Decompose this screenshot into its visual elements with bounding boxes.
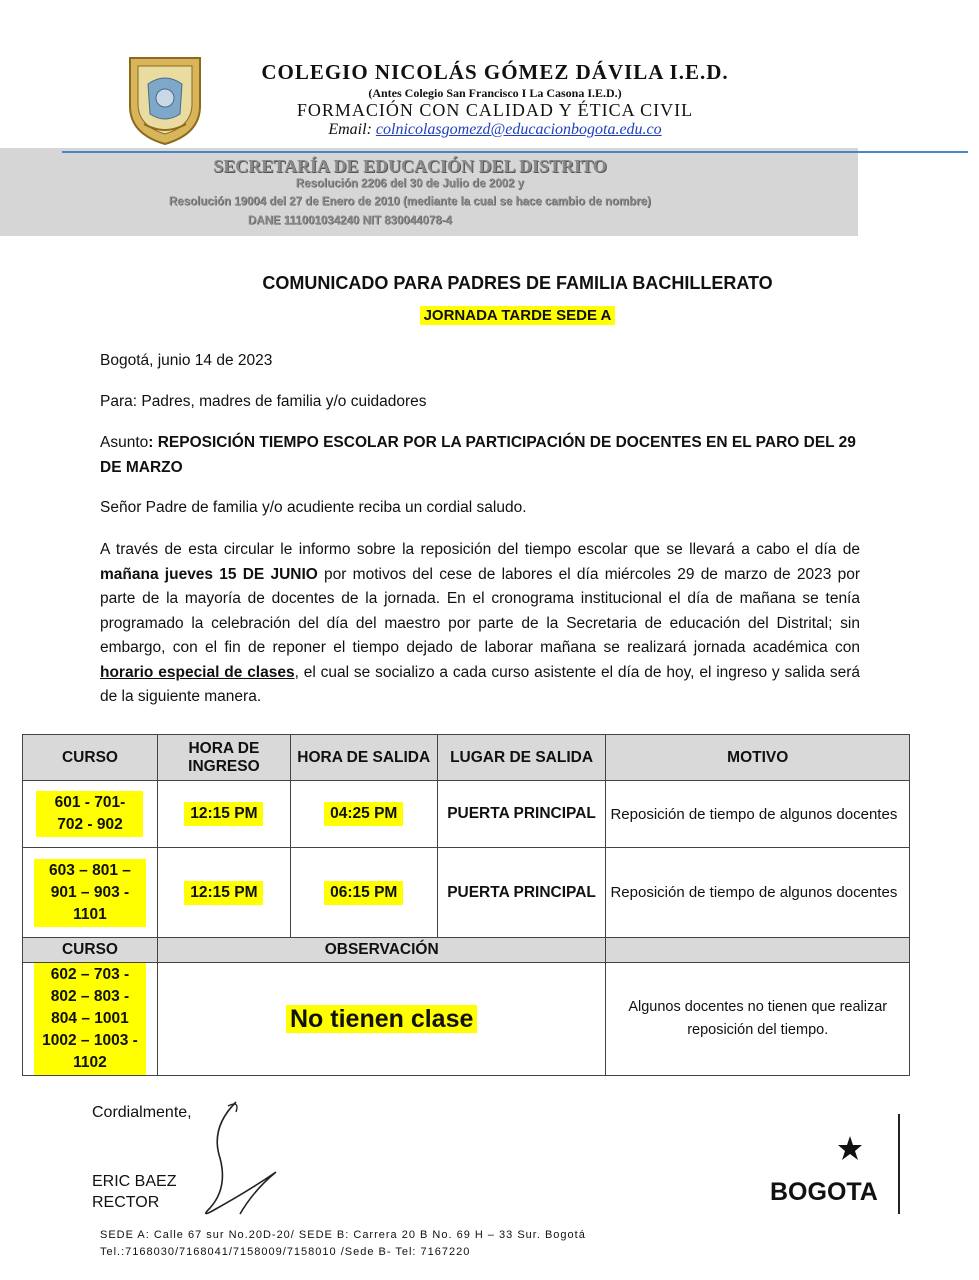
table-header-row [23, 735, 910, 781]
letter-date: Bogotá, junio 14 de 2023 [100, 352, 273, 369]
obs-note: Algunos docentes no tienen que realizar reposición del tiempo. [606, 963, 910, 1076]
shift-line [100, 307, 935, 325]
email-link[interactable]: colnicolasgomezd@educacionbogota.edu.co [375, 121, 662, 138]
secretaria-title: SECRETARÍA DE EDUCACIÓN DEL DISTRITO [213, 156, 607, 176]
subheader-observacion: OBSERVACIÓN [157, 938, 606, 963]
header-divider [62, 151, 968, 153]
signer-role: RECTOR [92, 1194, 160, 1211]
header-curso: CURSO [23, 735, 158, 781]
body-part-3: , el cual se socializo a cada curso asistente el día de hoy, el ingreso y salida será de la siguiente manera. [100, 663, 860, 705]
subheader-curso: CURSO [23, 938, 158, 963]
row1-curso: 601 - 701- 702 - 902 [36, 791, 143, 837]
email-label: Email: [328, 121, 372, 138]
school-name: COLEGIO NICOLÁS GÓMEZ DÁVILA I.E.D. [261, 60, 729, 84]
resolution-line-1: Resolución 2206 del 30 de Julio de 2002 y [295, 178, 525, 190]
row2-curso: 603 – 801 – 901 – 903 - 1101 [34, 859, 146, 927]
body-bold-schedule: horario especial de clases [100, 663, 295, 681]
row1-ingreso: 12:15 PM [184, 802, 263, 826]
school-email-line [210, 121, 780, 139]
footer-address: SEDE A: Calle 67 sur No.20D-20/ SEDE B: Carrera 20 B No. 69 H – 33 Sur. Bogotá [100, 1229, 586, 1241]
letter-greeting: Señor Padre de familia y/o acudiente reciba un cordial saludo. [100, 499, 527, 516]
subject-label: Asunto [100, 434, 149, 451]
row2-motivo: Reposición de tiempo de algunos docentes [606, 848, 910, 938]
school-former-name: (Antes Colegio San Francisco I La Casona I.E.D.) [368, 86, 622, 100]
document-title: COMUNICADO PARA PADRES DE FAMILIA BACHILLERATO [262, 273, 773, 293]
subject-text: : REPOSICIÓN TIEMPO ESCOLAR POR LA PARTICIPACIÓN DE DOCENTES EN EL PARO DEL 29 DE MARZO [100, 434, 856, 476]
dane-nit-line: DANE 111001034240 NIT 830044078-4 [248, 215, 452, 227]
letter-body [100, 538, 860, 710]
table-row [23, 963, 910, 1076]
letter-recipients: Para: Padres, madres de familia y/o cuidadores [100, 393, 427, 410]
bogota-logo [768, 1134, 878, 1214]
bogota-logo-text: BOGOTA [770, 1178, 878, 1206]
observation-header-row [23, 938, 910, 963]
body-bold-date: mañana jueves 15 DE JUNIO [100, 565, 318, 583]
header-hora-ingreso: HORA DE INGRESO [157, 735, 290, 781]
school-crest-logo [126, 54, 204, 146]
footer-vertical-rule [898, 1114, 900, 1214]
subheader-empty [606, 938, 910, 963]
obs-curso: 602 – 703 - 802 – 803 - 804 – 1001 1002 – 1003 - 1102 [34, 963, 146, 1075]
resolution-line-2: Resolución 19004 del 27 de Enero de 2010 (mediante la cual se hace cambio de nombre) [169, 196, 651, 208]
schedule-table [22, 734, 910, 1076]
header-hora-salida: HORA DE SALIDA [290, 735, 437, 781]
school-motto: FORMACIÓN CON CALIDAD Y ÉTICA CIVIL [296, 100, 694, 120]
shift-badge: JORNADA TARDE SEDE A [420, 306, 616, 325]
row1-motivo: Reposición de tiempo de algunos docentes [606, 781, 910, 848]
letter-subject [100, 431, 860, 480]
body-part-2: por motivos del cese de labores el día miércoles 29 de marzo de 2023 por parte de la mayoría de docentes de la jornada. En el cronograma institucional el día de mañana se tenía programado la celebración del día del maestro por parte de la Secretaria de educación del Distrital; sin embargo, con el fin de reponer el tiempo dejado de laborar mañana se realizará jornada académica con [100, 565, 860, 656]
table-row [23, 848, 910, 938]
row1-lugar: PUERTA PRINCIPAL [437, 781, 606, 848]
row2-ingreso: 12:15 PM [184, 881, 263, 905]
rector-signature [180, 1098, 290, 1218]
table-row [23, 781, 910, 848]
signer-name: ERIC BAEZ [92, 1173, 177, 1190]
row2-salida: 06:15 PM [324, 881, 403, 905]
row1-salida: 04:25 PM [324, 802, 403, 826]
obs-no-class: No tienen clase [286, 1005, 477, 1033]
closing-text: Cordialmente, [92, 1104, 192, 1121]
signer-block [92, 1171, 176, 1213]
header-motivo: MOTIVO [606, 735, 910, 781]
row2-lugar: PUERTA PRINCIPAL [437, 848, 606, 938]
header-lugar-salida: LUGAR DE SALIDA [437, 735, 606, 781]
body-part-1: A través de esta circular le informo sobre la reposición del tiempo escolar que se llevará a cabo el día de [100, 541, 860, 558]
footer-phones: Tel.:7168030/7168041/7158009/7158010 /Sede B- Tel: 7167220 [100, 1246, 471, 1258]
